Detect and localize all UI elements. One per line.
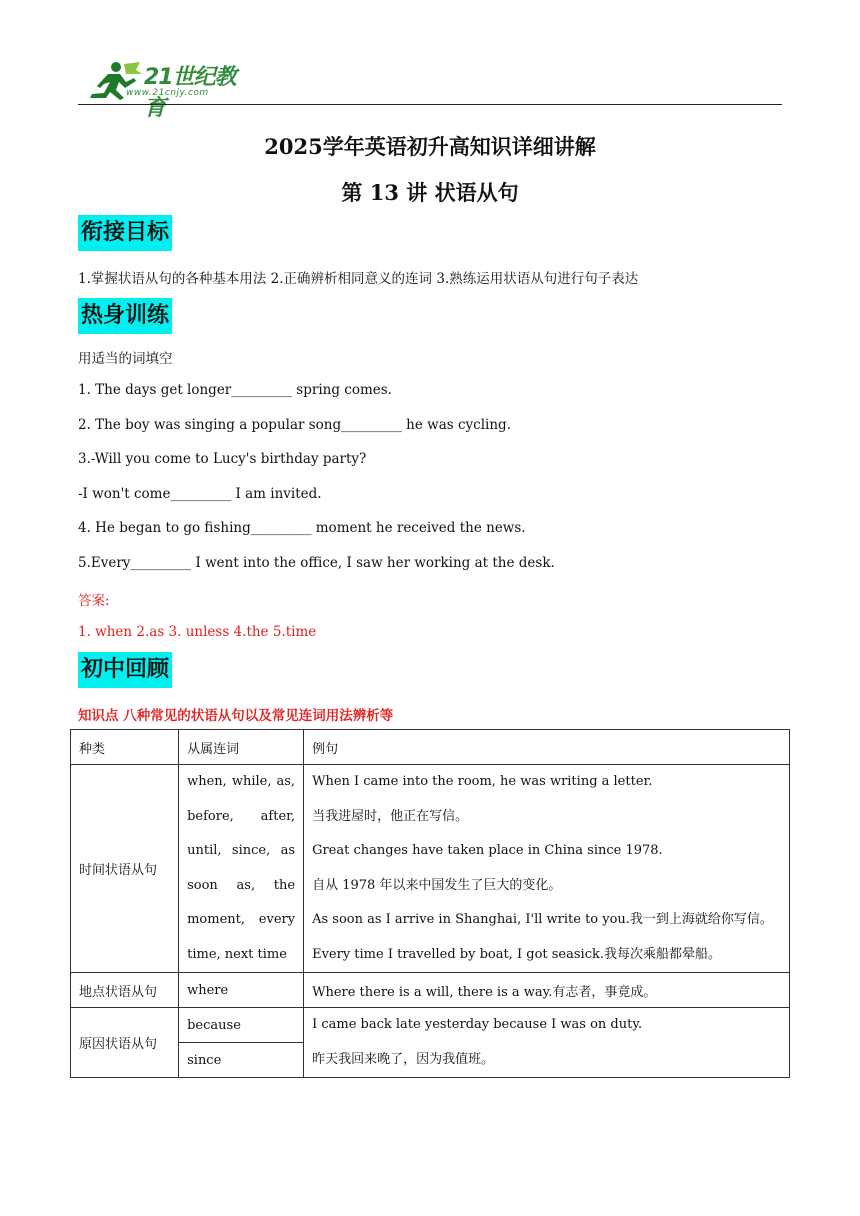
- example-line: When I came into the room, he was writing a letter.: [312, 774, 653, 789]
- warmup-item: 3.-Will you come to Lucy's birthday party?: [78, 451, 367, 467]
- table-row: [71, 973, 790, 1008]
- header-rule: [78, 104, 782, 105]
- conj-line: time, next time: [187, 946, 287, 962]
- section-warmup: 热身训练: [78, 298, 172, 334]
- warmup-item: 5.Every_________ I went into the office, I saw her working at the desk.: [78, 555, 555, 571]
- example-line: 当我进屋时，他正在写信。: [312, 808, 469, 824]
- answer-label: 答案:: [78, 593, 110, 609]
- example-line: Every time I travelled by boat, I got seasick.我每次乘船都晕船。: [312, 946, 721, 962]
- row-conj-reason-2: since: [179, 1043, 304, 1078]
- knowledge-point-heading: 知识点 八种常见的状语从句以及常见连词用法辨析等: [78, 708, 394, 724]
- page-header: [78, 58, 782, 121]
- row-type-reason: 原因状语从句: [71, 1008, 179, 1078]
- row-conj-reason-1: because: [179, 1008, 304, 1043]
- header-conjunction: 从属连词: [179, 730, 304, 765]
- row-example-place: Where there is a will, there is a way.有志者，事竟成。: [304, 973, 790, 1008]
- example-line: 昨天我回来晚了，因为我值班。: [312, 1051, 495, 1067]
- example-line: 自从 1978 年以来中国发生了巨大的变化。: [312, 877, 562, 893]
- table-row: [71, 1008, 790, 1043]
- warmup-item: 4. He began to go fishing_________ moment he received the news.: [78, 520, 526, 536]
- warmup-instruction: 用适当的词填空: [78, 351, 173, 367]
- goals-text: 1.掌握状语从句的各种基本用法 2.正确辨析相同意义的连词 3.熟练运用状语从句进行句子表达: [78, 271, 639, 287]
- table-header-row: [71, 730, 790, 765]
- logo-text: 21世纪教育: [144, 65, 236, 121]
- row-type-time: 时间状语从句: [71, 765, 179, 973]
- warmup-item: 2. The boy was singing a popular song_________ he was cycling.: [78, 417, 511, 433]
- header-example: 例句: [304, 730, 790, 765]
- warmup-item: -I won't come_________ I am invited.: [78, 486, 322, 502]
- example-line: As soon as I arrive in Shanghai, I'll write to you.我一到上海就给你写信。: [312, 912, 773, 927]
- lesson-title: 第 13 讲 状语从句: [341, 180, 519, 205]
- table-row: [71, 765, 790, 973]
- clause-table: [70, 729, 790, 1078]
- warmup-item: 1. The days get longer_________ spring comes.: [78, 382, 392, 398]
- logo: [86, 60, 256, 121]
- conj-line: when, while, as,: [187, 774, 296, 789]
- header-type: 种类: [71, 730, 179, 765]
- row-example-time: [304, 765, 790, 973]
- row-conj-time: [179, 765, 304, 973]
- example-line: I came back late yesterday because I was on duty.: [312, 1017, 643, 1032]
- document-title: 2025学年英语初升高知识详细讲解: [264, 134, 596, 159]
- row-conj-place: where: [179, 973, 304, 1008]
- conj-line: soon as, the: [187, 877, 296, 893]
- logo-url: www.21cnjy.com: [126, 88, 209, 98]
- row-type-place: 地点状语从句: [71, 973, 179, 1008]
- row-example-reason: [304, 1008, 790, 1078]
- answer-text: 1. when 2.as 3. unless 4.the 5.time: [78, 624, 317, 640]
- conj-line: until, since, as: [187, 843, 296, 858]
- section-review: 初中回顾: [78, 652, 172, 688]
- section-goals: 衔接目标: [78, 215, 172, 251]
- conj-line: before, after,: [187, 808, 296, 824]
- conj-line: moment, every: [187, 912, 296, 927]
- example-line: Great changes have taken place in China since 1978.: [312, 843, 663, 858]
